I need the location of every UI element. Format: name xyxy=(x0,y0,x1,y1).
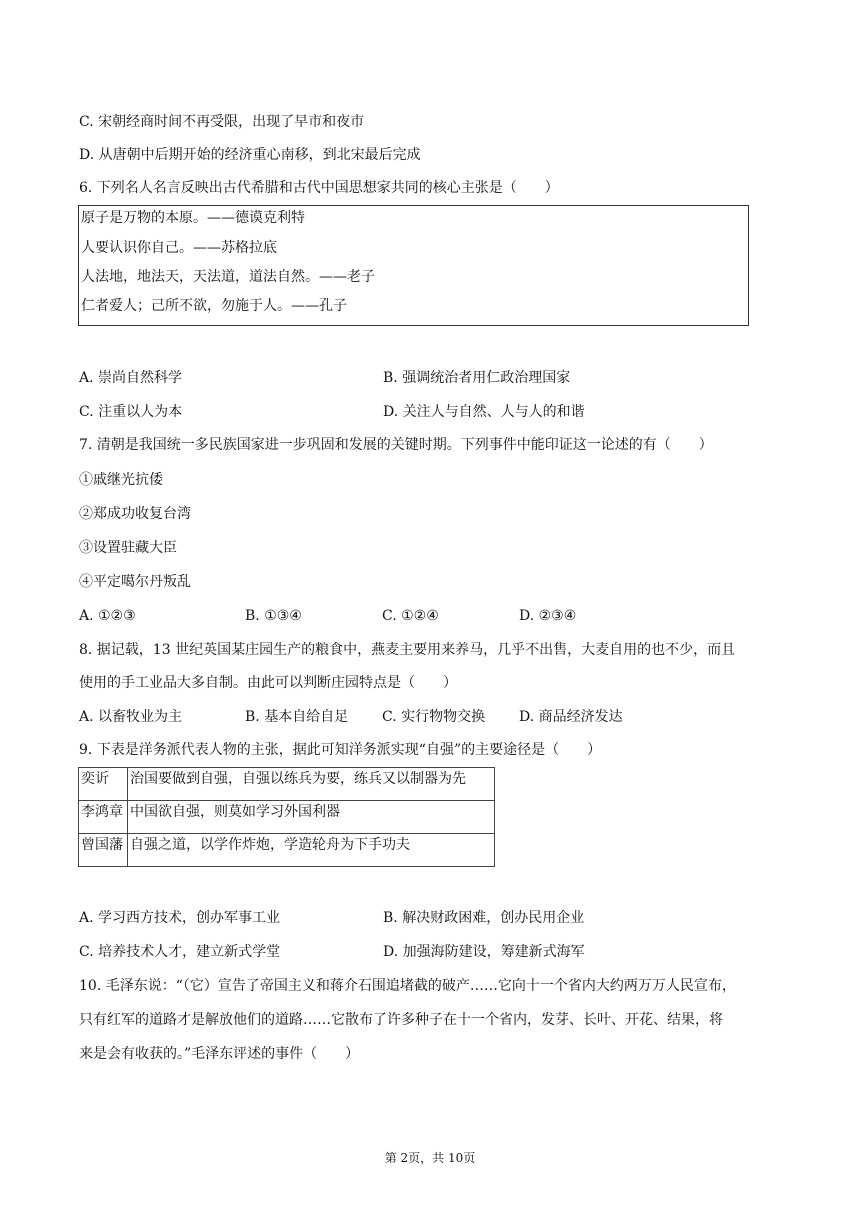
q7-item: ①戚继光抗倭 xyxy=(79,472,163,488)
table-cell-name: 曾国藩 xyxy=(79,834,128,867)
question-8-stem: 8. 据记载，13 世纪英国某庄园生产的粮食中，燕麦主要用来养马，几乎不出售，大麦自用的也不少，而且 xyxy=(79,642,736,658)
q7-item: ③设置驻藏大臣 xyxy=(79,540,177,556)
table-row xyxy=(79,801,495,834)
question-10-stem-cont: 只有红军的道路才是解放他们的道路……它散布了许多种子在十一个省内，发芽、长叶、开花、结果，将 xyxy=(79,1012,723,1028)
quote-box xyxy=(78,205,749,326)
question-8-stem-cont: 使用的手工业品大多自制。由此可以判断庄园特点是（ ） xyxy=(79,675,457,691)
table-cell-claim: 自强之道，以学作炸炮，学造轮舟为下手功夫 xyxy=(128,834,495,867)
table-row xyxy=(79,768,495,801)
q9-option-a: A. 学习西方技术，创办军事工业 xyxy=(79,910,281,926)
question-10-stem-cont: 来是会有收获的。”毛泽东评述的事件（ ） xyxy=(79,1046,360,1062)
q5-option-d: D. 从唐朝中后期开始的经济重心南移，到北宋最后完成 xyxy=(79,147,421,163)
q5-option-c: C. 宋朝经商时间不再受限，出现了早市和夜市 xyxy=(79,114,365,130)
q7-item: ④平定噶尔丹叛乱 xyxy=(79,574,191,590)
table-row xyxy=(79,834,495,867)
q6-option-b: B. 强调统治者用仁政治理国家 xyxy=(383,370,571,386)
question-6-stem: 6. 下列名人名言反映出古代希腊和古代中国思想家共同的核心主张是（ ） xyxy=(79,180,559,196)
q7-item: ②郑成功收复台湾 xyxy=(79,506,191,522)
quote-line: 人法地，地法天，天法道，道法自然。——老子 xyxy=(81,269,375,285)
question-10-stem: 10. 毛泽东说：“（它）宣告了帝国主义和蒋介石围追堵截的破产……它向十一个省内大约两万万人民宣布， xyxy=(79,978,736,994)
q6-option-c: C. 注重以人为本 xyxy=(79,404,183,420)
q7-option-d: D. ②③④ xyxy=(519,608,577,624)
q8-option-b: B. 基本自给自足 xyxy=(245,709,349,725)
q8-option-c: C. 实行物物交换 xyxy=(382,709,486,725)
q7-option-b: B. ①③④ xyxy=(245,608,302,624)
q7-option-c: C. ①②④ xyxy=(382,608,439,624)
table-cell-name: 奕䜣 xyxy=(79,768,128,801)
table-cell-claim: 治国要做到自强，自强以练兵为要，练兵又以制器为先 xyxy=(128,768,495,801)
q7-option-a: A. ①②③ xyxy=(79,608,136,624)
q9-option-c: C. 培养技术人才，建立新式学堂 xyxy=(79,944,281,960)
q9-option-d: D. 加强海防建设，筹建新式海军 xyxy=(383,944,585,960)
question-9-stem: 9. 下表是洋务派代表人物的主张，据此可知洋务派实现“自强”的主要途径是（ ） xyxy=(79,742,602,758)
quote-line: 仁者爱人；己所不欲，勿施于人。——孔子 xyxy=(81,298,347,314)
quote-line: 原子是万物的本原。——德谟克利特 xyxy=(81,210,305,226)
reformers-table xyxy=(78,767,495,867)
q6-option-a: A. 崇尚自然科学 xyxy=(79,370,183,386)
quote-line: 人要认识你自己。——苏格拉底 xyxy=(81,240,277,256)
q8-option-d: D. 商品经济发达 xyxy=(519,709,623,725)
table-cell-claim: 中国欲自强，则莫如学习外国利器 xyxy=(128,801,495,834)
question-7-stem: 7. 清朝是我国统一多民族国家进一步巩固和发展的关键时期。下列事件中能印证这一论述的有（ ） xyxy=(79,437,713,453)
table-cell-name: 李鸿章 xyxy=(79,801,128,834)
q9-option-b: B. 解决财政困难，创办民用企业 xyxy=(383,910,585,926)
q6-option-d: D. 关注人与自然、人与人的和谐 xyxy=(383,404,585,420)
q8-option-a: A. 以畜牧业为主 xyxy=(79,709,183,725)
page-footer: 第 2页，共 10页 xyxy=(384,1151,476,1165)
